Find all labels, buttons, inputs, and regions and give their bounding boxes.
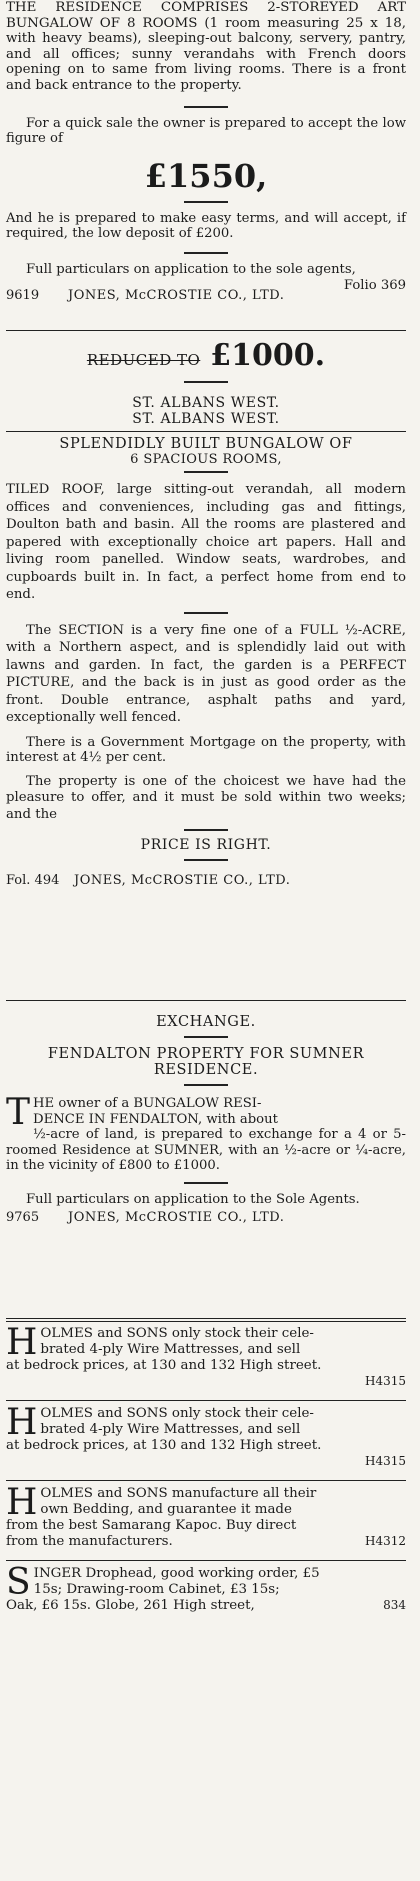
ad7-line-1: INGER Drophead, good working order, £5 [33, 1566, 320, 1581]
ad5-drop-cap: H [6, 1402, 38, 1443]
ad4-line-2: brated 4-ply Wire Mattresses, and sell [40, 1341, 301, 1357]
section-rule [6, 1000, 406, 1001]
divider [184, 381, 228, 383]
advert-holmes-bedding [6, 1482, 406, 1549]
ad2-headline-2: 6 SPACIOUS ROOMS, [130, 452, 282, 467]
section-rule-double [6, 1318, 406, 1322]
ad5-ref: H4315 [364, 1453, 406, 1468]
ad3-signature [6, 1210, 406, 1225]
ad3-body [6, 1092, 406, 1174]
ad7-line-3: Oak, £6 15s. Globe, 261 High street, [6, 1598, 255, 1613]
ad1-signature [6, 288, 324, 303]
ad2-paragraph-1: TILED ROOF, large sitting-out verandah, all modern offices and conveniences, including gas and fittings, Doulton bath and basin. All the rooms are plastered and papered with exceptionally choice art papers. Hall and living room panelled. Window seats, wardrobes, and cupboards built in. In fact, a perfect home from end to end. [6, 482, 406, 602]
ad2-signature [6, 873, 406, 888]
divider [184, 201, 228, 203]
ad2-paragraph-4: The property is one of the choicest we have had the pleasure to offer, and it must be sold within two weeks; and the [6, 773, 406, 822]
ad4-line-1: OLMES and SONS only stock their cele- [40, 1326, 314, 1341]
ad6-line-3: from the best Samarang Kapoc. Buy direct [6, 1518, 297, 1533]
ad7-drop-cap: S [6, 1562, 31, 1603]
ad2-paragraph-3: There is a Government Mortgage on the property, with interest at 4½ per cent. [6, 734, 406, 766]
ad5-line-1: OLMES and SONS only stock their cele- [40, 1406, 314, 1421]
section-rule [6, 1560, 406, 1561]
ad1-particulars: Full particulars on application to the sole agents, Folio 369 [26, 261, 406, 293]
ad6-last-line [6, 1534, 406, 1550]
section-rule [6, 330, 406, 331]
ad2-firm-name: JONES, McCROSTIE CO., LTD. [74, 873, 291, 889]
ad4-line-3: at bedrock prices, at 130 and 132 High street. [6, 1358, 322, 1373]
divider [184, 1036, 228, 1038]
ad2-ref-number: Fol. 494 [6, 873, 60, 889]
ad3-heading: EXCHANGE. [156, 1014, 256, 1030]
ad6-drop-cap: H [6, 1482, 38, 1523]
ad2-price: £1000. [210, 338, 326, 373]
ad6-line-1: OLMES and SONS manufacture all their [40, 1486, 317, 1501]
ad3-body-line-2: DENCE IN FENDALTON, with about [33, 1111, 278, 1127]
ad1-terms: And he is prepared to make easy terms, and will accept, if required, the low deposit of £200. [6, 210, 406, 242]
divider [6, 431, 406, 432]
advert-holmes-mattresses-1 [6, 1322, 406, 1389]
ad5-line-3: at bedrock prices, at 130 and 132 High street. [6, 1438, 322, 1453]
ad4-drop-cap: H [6, 1322, 38, 1363]
ad6-ref: H4312 [364, 1533, 406, 1548]
ad1-price: £1550, [144, 156, 268, 195]
advert-holmes-mattresses-2 [6, 1402, 406, 1469]
ad3-firm-name: JONES, McCROSTIE CO., LTD. [68, 1209, 285, 1225]
ad3-drop-cap: T [6, 1092, 31, 1133]
ad7-line-2: 15s; Drawing-room Cabinet, £3 15s; [33, 1581, 280, 1597]
advert-st-albans [6, 338, 406, 888]
ad2-reduced-label: REDUCED TO [86, 351, 201, 369]
ad1-firm-name: JONES, McCROSTIE CO., LTD. [68, 287, 285, 303]
divider [184, 1182, 228, 1184]
ad2-place-1: ST. ALBANS WEST. [132, 395, 280, 411]
ad3-subheading-2: RESIDENCE. [153, 1062, 259, 1078]
section-rule [6, 1400, 406, 1401]
ad4-ref: H4315 [364, 1373, 406, 1388]
divider [184, 471, 228, 473]
ad2-reduced-line [6, 338, 406, 373]
ad2-price-right: PRICE IS RIGHT. [140, 837, 272, 854]
ad3-subheading-1: FENDALTON PROPERTY FOR SUMNER [47, 1046, 365, 1062]
ad1-sale-text: For a quick sale the owner is prepared to accept the low figure of [6, 115, 406, 147]
ad2-headline-1: SPLENDIDLY BUILT BUNGALOW OF [59, 436, 353, 452]
ad2-place-2: ST. ALBANS WEST. [132, 411, 280, 427]
divider [184, 1084, 228, 1086]
divider [184, 106, 228, 108]
ad6-line-4: from the manufacturers. [6, 1533, 173, 1549]
ad7-ref: 834 [383, 1598, 406, 1612]
ad6-line-2: own Bedding, and guarantee it made [40, 1501, 292, 1517]
divider [184, 252, 228, 254]
divider [184, 612, 228, 614]
ad2-paragraph-2: The SECTION is a very fine one of a FULL ½-ACRE, with a Northern aspect, and is splendidly laid out with lawns and garden. In fact, the garden is a PERFECT PICTURE, and the back is in just as good order as the front. Double entrance, asphalt paths and yard, exceptionally well fenced. [6, 622, 406, 725]
divider [184, 829, 228, 831]
ad1-intro: THE RESIDENCE COMPRISES 2-STOREYED ART BUNGALOW OF 8 ROOMS (1 room measuring 25 x 18, with heavy beams), sleeping-out balcony, servery, pantry, and all offices; sunny verandahs with French doors opening on to same from living rooms. There is a front and back entrance to the property. [6, 0, 406, 93]
ad3-ref-number: 9765 [6, 1209, 40, 1225]
ad1-folio: Folio 369 [343, 277, 406, 293]
ad3-particulars: Full particulars on application to the Sole Agents. [26, 1191, 360, 1207]
ad3-body-line-1: HE owner of a BUNGALOW RESI- [33, 1096, 262, 1111]
section-rule [6, 1480, 406, 1481]
ad5-line-2: brated 4-ply Wire Mattresses, and sell [40, 1421, 301, 1437]
ad3-body-rest: ½-acre of land, is prepared to exchange for a 4 or 5-roomed Residence at SUMNER, with an ½-acre or ¼-acre, in the vicinity of £800 to £1000. [6, 1127, 406, 1174]
advert-art-bungalow [6, 0, 406, 303]
ad7-last-line [6, 1598, 406, 1614]
ad1-ref-number: 9619 [6, 287, 40, 303]
advert-singer [6, 1562, 406, 1614]
advert-exchange [6, 1014, 406, 1225]
divider [184, 859, 228, 861]
